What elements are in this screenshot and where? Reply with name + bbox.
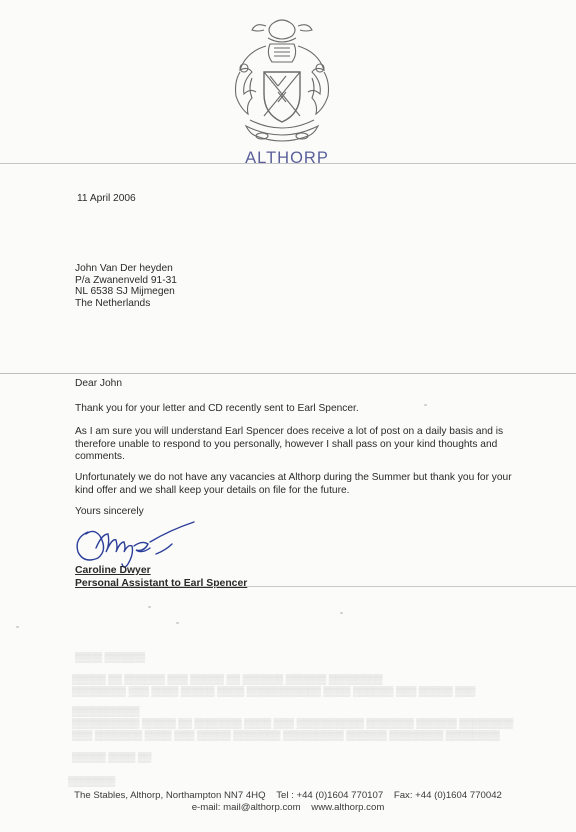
paper-speck	[176, 622, 179, 624]
brand-wordmark: ALTHORP	[245, 149, 329, 167]
bleed-through-mark: ▒▒▒▒▒▒▒	[68, 776, 116, 787]
letter-date: 11 April 2006	[77, 193, 136, 204]
bleed-through-mark: ▒▒▒ ▒▒▒▒▒▒▒ ▒▒▒▒ ▒▒▒ ▒▒▒▒▒ ▒▒▒▒▒▒▒ ▒▒▒▒▒▒▒▒▒ ▒▒▒▒▒▒ ▒▒▒▒▒▒▒▒ ▒▒▒▒▒▒▒▒	[72, 730, 500, 741]
footer-web-line	[0, 802, 576, 813]
paper-speck	[148, 606, 151, 608]
letterhead-divider	[0, 163, 576, 164]
paper-speck	[424, 404, 427, 406]
footer-contact-line	[0, 790, 576, 801]
footer-address: The Stables, Althorp, Northampton NN7 4HQ	[74, 790, 266, 801]
fold-line-lower	[100, 586, 576, 587]
recipient-name: John Van Der heyden	[75, 263, 173, 274]
paper-speck	[340, 612, 343, 614]
fold-line	[0, 373, 576, 374]
body-paragraph-1: Thank you for your letter and CD recently sent to Earl Spencer.	[75, 403, 359, 414]
recipient-country: The Netherlands	[75, 297, 151, 309]
signatory-title: Personal Assistant to Earl Spencer	[75, 578, 248, 589]
bleed-through-mark: ▒▒▒▒▒ ▒▒ ▒▒▒▒▒▒ ▒▒▒ ▒▒▒▒▒ ▒▒ ▒▒▒▒▒▒ ▒▒▒▒▒▒ ▒▒▒▒▒▒▒▒	[72, 674, 383, 685]
recipient-address	[75, 263, 177, 309]
paper-speck	[16, 626, 19, 628]
footer-email[interactable]: e-mail: mail@althorp.com	[191, 802, 301, 813]
closing: Yours sincerely	[75, 506, 144, 517]
recipient-city: NL 6538 SJ Mijmegen	[75, 286, 175, 298]
recipient-street: P/a Zwanenveld 91-31	[75, 274, 177, 286]
footer-telephone: Tel : +44 (0)1604 770107	[276, 790, 384, 801]
bleed-through-mark: ▒▒▒▒▒▒▒▒▒▒	[72, 706, 140, 717]
footer-website[interactable]: www.althorp.com	[311, 802, 385, 813]
footer-fax: Fax: +44 (0)1604 770042	[393, 790, 502, 801]
handwritten-signature-icon	[70, 518, 200, 568]
body-paragraph-2: As I am sure you will understand Earl Spencer does receive a lot of post on a daily basis and is therefore unable to respond to you personally, however I shall pass on your kind thoughts and comments.	[75, 426, 504, 463]
signatory-name: Caroline Dwyer	[75, 565, 151, 576]
althorp-coat-of-arms-icon	[222, 16, 342, 148]
body-paragraph-3: Unfortunately we do not have any vacancies at Althorp during the Summer but thank you for your kind offer and we shall keep your details on file for the future.	[75, 472, 512, 496]
bleed-through-mark: ▒▒▒▒▒ ▒▒▒▒ ▒▒	[72, 752, 152, 763]
salutation: Dear John	[75, 378, 123, 389]
bleed-through-mark: ▒▒▒▒▒▒▒▒▒▒ ▒▒▒▒▒ ▒▒ ▒▒▒▒▒▒▒ ▒▒▒▒ ▒▒▒ ▒▒▒▒▒▒▒▒▒▒ ▒▒▒▒▒▒▒ ▒▒▒▒▒▒ ▒▒▒▒▒▒▒▒	[72, 718, 514, 729]
bleed-through-mark: ▒▒▒▒▒▒▒▒ ▒▒▒ ▒▒▒▒ ▒▒▒▒▒ ▒▒▒▒ ▒▒▒▒▒▒▒▒▒▒▒ ▒▒▒▒ ▒▒▒▒▒▒ ▒▒▒ ▒▒▒▒▒ ▒▒▒	[72, 686, 476, 697]
bleed-through-mark: ▒▒▒▒ ▒▒▒▒▒▒	[75, 652, 145, 663]
